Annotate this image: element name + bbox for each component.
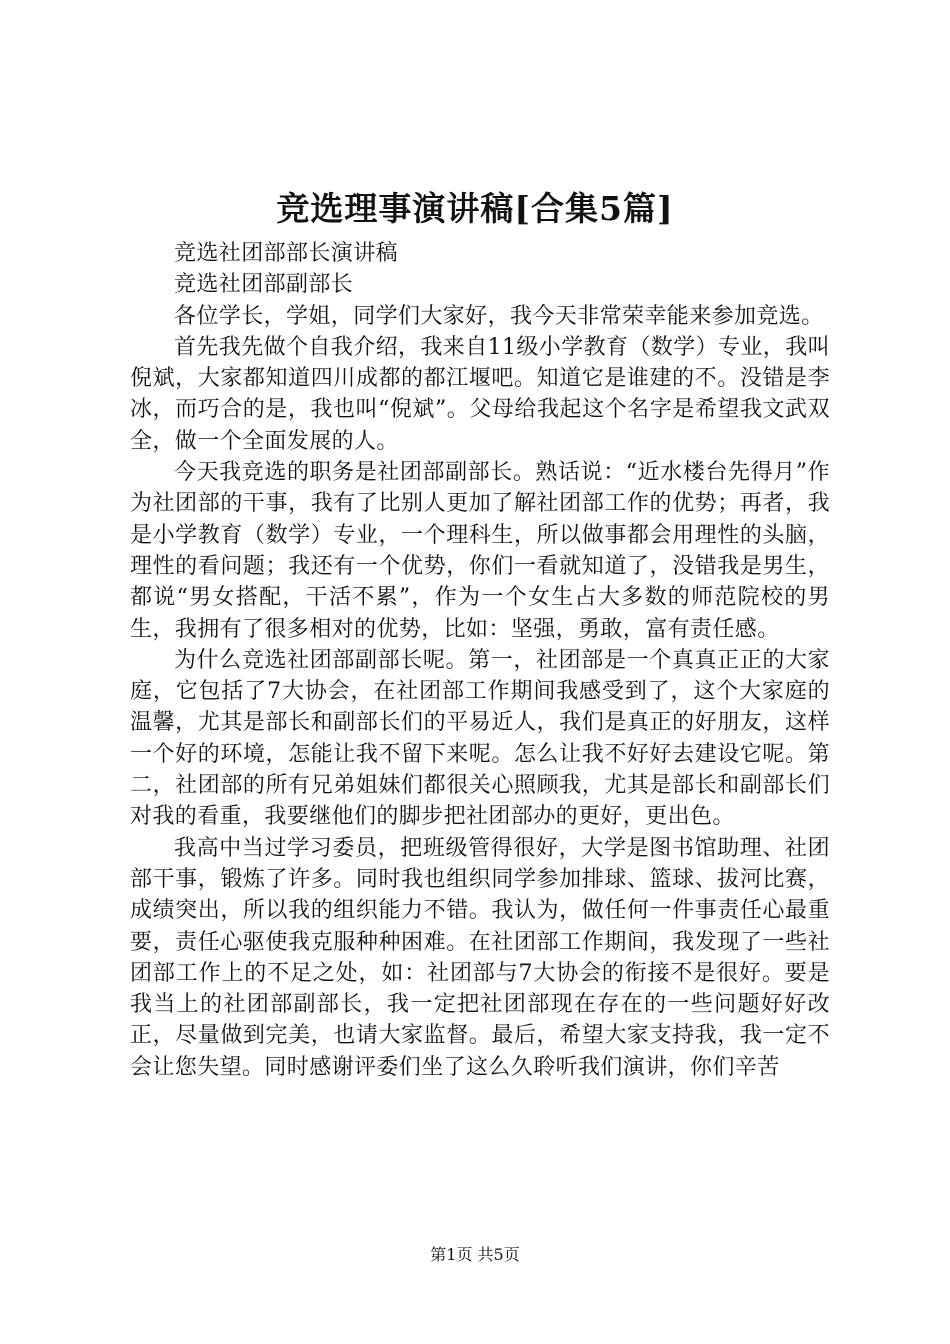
paragraph-introduction: 首先我先做个自我介绍，我来自11级小学教育（数学）专业，我叫倪斌，大家都知道四川成都的都江堰吧。知道它是谁建的不。没错是李冰，而巧合的是，我也叫“倪斌”。父母给我起这个名字是希望我文武双全，做一个全面发展的人。 [130, 334, 830, 454]
paragraph-greeting: 各位学长，学姐，同学们大家好，我今天非常荣幸能来参加竞选。 [174, 303, 824, 329]
page-number-footer: 第1页 共5页 [430, 1245, 520, 1264]
paragraph-advantages: 今天我竞选的职务是社团部副部长。熟话说：“近水楼台先得月”作为社团部的干事，我有了比别人更加了解社团部工作的优势；再者，我是小学教育（数学）专业，一个理科生，所以做事都会用理性的头脑，理性的看问题；我还有一个优势，你们一看就知道了，没错我是男生，都说“男女搭配，干活不累”，作为一个女生占大多数的师范院校的男生，我拥有了很多相对的优势，比如：坚强，勇敢，富有责任感。 [130, 460, 830, 642]
paragraph-speech-heading: 竞选社团部部长演讲稿 [174, 241, 399, 266]
paragraph-experience: 我高中当过学习委员，把班级管得很好，大学是图书馆助理、社团部干事，锻炼了许多。同时我也组织同学参加排球、篮球、拔河比赛，成绩突出，所以我的组织能力不错。我认为，做任何一件事责任心最重要，责任心驱使我克服种种困难。在社团部工作期间，我发现了一些社团部工作上的不足之处，如：社团部与7大协会的衔接不是很好。要是我当上的社团部副部长，我一定把社团部现在存在的一些问题好好改正，尽量做到完美，也请大家监督。最后，希望大家支持我，我一定不会让您失望。同时感谢评委们坐了这么久聆听我们演讲，你们辛苦 [130, 835, 830, 1080]
paragraph-reasons: 为什么竞选社团部副部长呢。第一，社团部是一个真真正正的大家庭，它包括了7大协会，在社团部工作期间我感受到了，这个大家庭的温馨，尤其是部长和副部长们的平易近人，我们是真正的好朋友，这样一个好的环境，怎能让我不留下来呢。怎么让我不好好去建设它呢。第二，社团部的所有兄弟姐妹们都很关心照顾我，尤其是部长和副部长们对我的看重，我要继他们的脚步把社团部办的更好，更出色。 [130, 647, 830, 830]
document-title: 竞选理事演讲稿[合集5篇] [276, 189, 674, 228]
document-body [130, 238, 830, 1083]
paragraph-position: 竞选社团部副部长 [174, 272, 354, 298]
